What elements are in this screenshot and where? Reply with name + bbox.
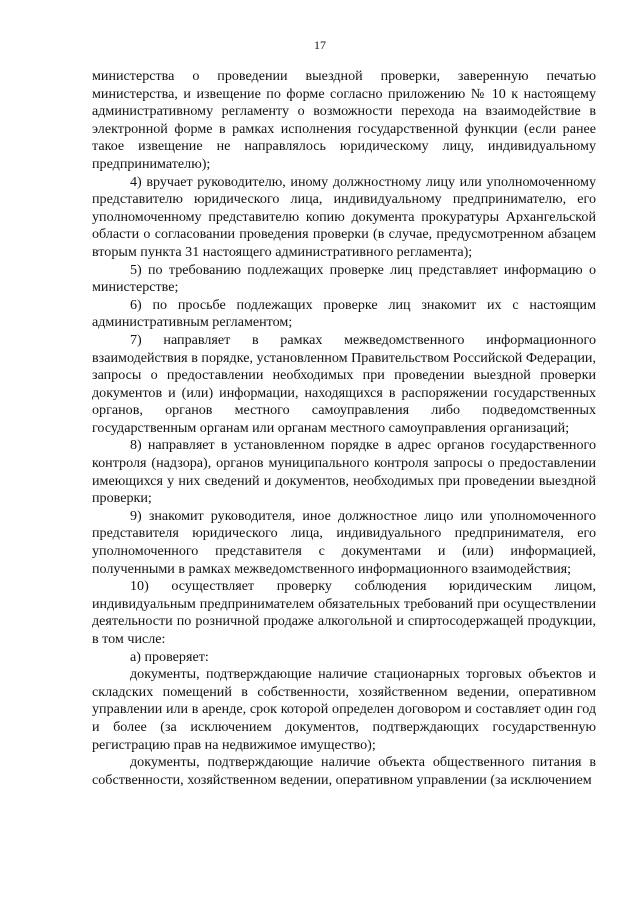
- page-number: 17: [314, 38, 326, 52]
- paragraph: 6) по просьбе подлежащих проверке лиц знакомит их с настоящим административным регламентом;: [92, 296, 596, 331]
- paragraph: 9) знакомит руководителя, иное должностное лицо или уполномоченного представителя юридического лица, индивидуального предпринимателя, его уполномоченного представителя с документами и (или) информацией, полученными в рамках межведомственного информационного взаимодействия;: [92, 507, 596, 577]
- paragraph: 7) направляет в рамках межведомственного информационного взаимодействия в порядке, установленном Правительством Российской Федерации, запросы о предоставлении необходимых при проведении выездной проверки документов и (или) информации, находящихся в распоряжении государственных органов, органов местного самоуправления либо подведомственных государственным органам или органам местного самоуправления организаций;: [92, 331, 596, 436]
- paragraph: а) проверяет:: [130, 648, 209, 665]
- paragraph: 5) по требованию подлежащих проверке лиц представляет информацию о министерстве;: [92, 261, 596, 296]
- paragraph: 4) вручает руководителю, иному должностному лицу или уполномоченному представителю юридического лица, индивидуальному предпринимателю, его уполномоченному представителю копию документа прокуратуры Архангельской области о согласовании проведения проверки (в случае, предусмотренном абзацем вторым пункта 31 настоящего административного регламента);: [92, 173, 596, 260]
- paragraph: документы, подтверждающие наличие стационарных торговых объектов и складских помещений в собственности, хозяйственном ведении, оперативном управлении или в аренде, срок которой определен договором и составляет один год и более (за исключением документов, подтверждающих государственную регистрацию прав на недвижимое имущество);: [92, 666, 596, 753]
- paragraph: министерства о проведении выездной проверки, заверенную печатью министерства, и извещение по форме согласно приложению № 10 к настоящему административному регламенту о возможности перехода на взаимодействие в электронной форме в рамках исполнения государственной функции (если ранее такое извещение не направлялось юридическому лицу, индивидуальному предпринимателю);: [92, 68, 596, 172]
- paragraph: документы, подтверждающие наличие объекта общественного питания в собственности, хозяйственном ведении, оперативном управлении (за исключением: [92, 754, 596, 788]
- paragraph: 10) осуществляет проверку соблюдения юридическим лицом, индивидуальным предпринимателем обязательных требований при осуществлении деятельности по розничной продаже алкогольной и спиртосодержащей продукции, в том числе:: [92, 578, 596, 647]
- paragraph: 8) направляет в установленном порядке в адрес органов государственного контроля (надзора), органов муниципального контроля запросы о предоставлении имеющихся у них сведений и документов, необходимых при проведении выездной проверки;: [92, 437, 596, 507]
- document-body: [92, 68, 596, 789]
